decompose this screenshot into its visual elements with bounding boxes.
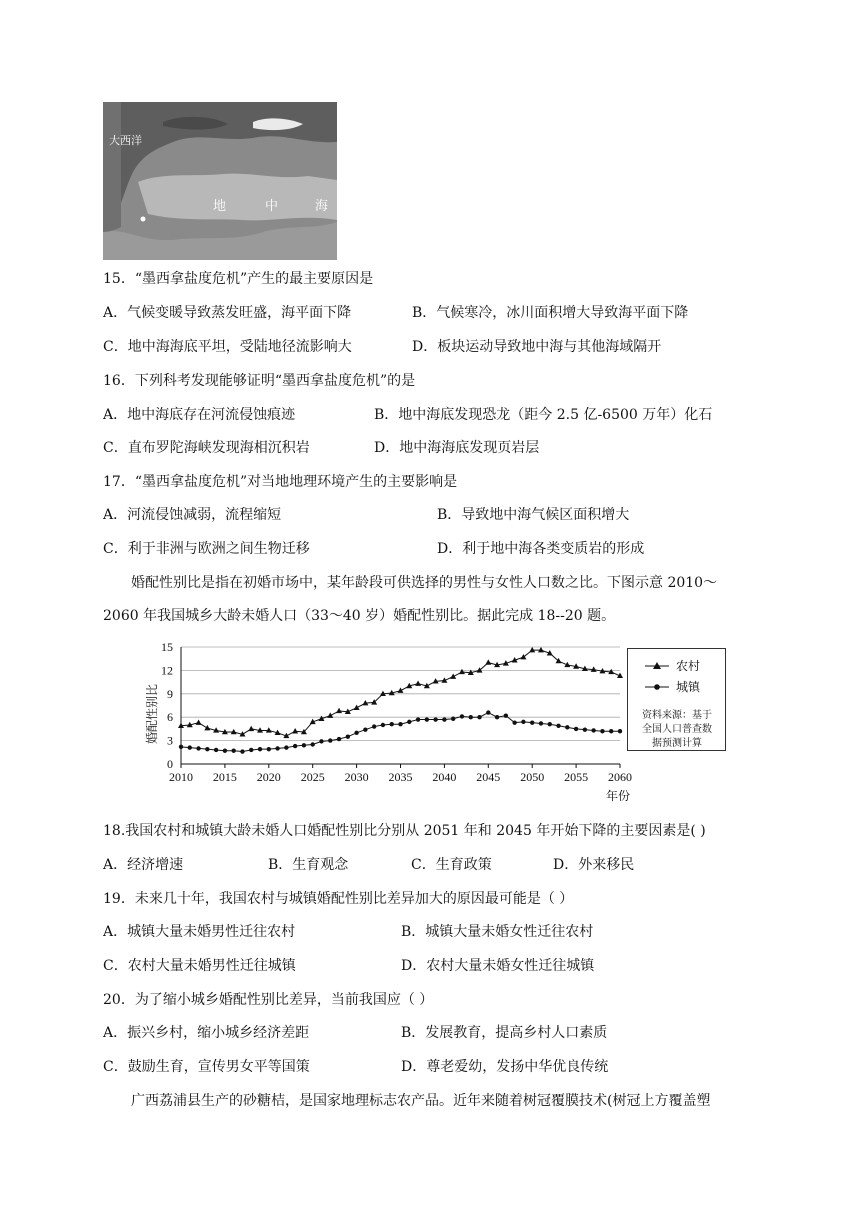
data-point-城镇	[495, 715, 499, 719]
q17-stem: 17．“墨西拿盐度危机”对当地地理环境产生的主要影响是	[103, 474, 458, 490]
data-point-城镇	[249, 748, 253, 752]
chart-ticks	[161, 640, 632, 784]
data-point-城镇	[196, 746, 200, 750]
q16-option-c: C．直布罗陀海峡发现海相沉积岩	[103, 440, 310, 456]
data-point-城镇	[583, 727, 587, 731]
q20-option-b: B．发展教育，提高乡村人口素质	[401, 1025, 608, 1041]
x-tick-label: 2035	[388, 770, 413, 784]
data-point-城镇	[240, 749, 244, 753]
data-point-城镇	[460, 714, 464, 718]
legend-marker-urban	[654, 684, 660, 690]
map-label-hai: 海	[315, 199, 329, 214]
data-point-城镇	[521, 720, 525, 724]
mediterranean-map	[103, 102, 337, 260]
data-point-农村	[415, 680, 421, 685]
data-point-城镇	[609, 729, 613, 733]
data-point-城镇	[390, 722, 394, 726]
data-point-农村	[520, 654, 526, 659]
q19-stem: 19．未来几十年，我国农村与城镇婚配性别比差异加大的原因最可能是（ ）	[103, 891, 574, 907]
data-point-城镇	[275, 746, 279, 750]
chart-axes	[181, 647, 620, 768]
q18-option-c: C．生育政策	[411, 857, 492, 873]
map-label-di: 地	[213, 199, 227, 214]
q16-option-b: B．地中海底发现恐龙（距今 2.5 亿-6500 万年）化石	[374, 407, 713, 423]
data-point-城镇	[486, 710, 490, 714]
data-point-农村	[327, 712, 333, 717]
data-point-农村	[196, 719, 202, 724]
data-point-城镇	[451, 717, 455, 721]
data-point-农村	[485, 659, 491, 664]
data-point-城镇	[504, 713, 508, 717]
q19-option-b: B．城镇大量未婚女性迁往农村	[401, 924, 594, 940]
data-point-城镇	[354, 731, 358, 735]
data-point-城镇	[293, 744, 297, 748]
x-tick-label: 2025	[300, 770, 325, 784]
intro-line-2: 2060 年我国城乡大龄未婚人口（33～40 岁）婚配性别比。据此完成 18--20 题。	[103, 608, 616, 624]
q15-option-d: D．板块运动导致地中海与其他海域隔开	[412, 339, 662, 355]
data-point-城镇	[346, 735, 350, 739]
legend-label-urban: 城镇	[676, 680, 701, 694]
data-point-城镇	[565, 725, 569, 729]
data-point-农村	[398, 687, 404, 692]
q20-option-c: C．鼓励生育，宣传男女平等国策	[103, 1059, 310, 1075]
y-tick-label: 15	[161, 640, 173, 654]
data-point-城镇	[258, 747, 262, 751]
legend-note-2: 全国人口普查数	[642, 724, 712, 735]
data-point-城镇	[363, 727, 367, 731]
q20-stem: 20．为了缩小城乡婚配性别比差异，当前我国应（ ）	[103, 992, 434, 1008]
x-tick-label: 2050	[520, 770, 545, 784]
data-point-城镇	[574, 727, 578, 731]
data-point-城镇	[600, 729, 604, 733]
legend-label-rural: 农村	[676, 659, 701, 673]
q15-stem: 15．“墨西拿盐度危机”产生的最主要原因是	[103, 271, 374, 287]
data-point-城镇	[267, 747, 271, 751]
data-point-城镇	[372, 724, 376, 728]
y-tick-label: 3	[167, 733, 173, 748]
data-point-城镇	[398, 722, 402, 726]
q15-option-a: A．气候变暖导致蒸发旺盛，海平面下降	[103, 305, 352, 321]
data-point-城镇	[188, 745, 192, 749]
map-label-zhong: 中	[265, 199, 279, 214]
data-point-城镇	[284, 745, 288, 749]
data-point-农村	[336, 708, 342, 713]
chart-legend-box	[627, 648, 727, 752]
q18-stem: 18.我国农村和城镇大龄未婚人口婚配性别比分别从 2051 年和 2045 年开始下降的主要因素是( )	[103, 823, 706, 839]
chart-ylabel: 婚配性别比	[145, 683, 159, 745]
x-tick-label: 2015	[212, 770, 237, 784]
data-point-城镇	[556, 724, 560, 728]
data-point-城镇	[425, 717, 429, 721]
data-point-农村	[292, 728, 298, 733]
data-point-城镇	[530, 720, 534, 724]
q15-option-c: C．地中海海底平坦，受陆地径流影响大	[103, 339, 352, 355]
x-tick-label: 2010	[169, 770, 193, 784]
q18-option-d: D．外来移民	[553, 857, 635, 873]
q17-option-d: D．利于地中海各类变质岩的形成	[437, 541, 645, 557]
data-point-城镇	[407, 720, 411, 724]
data-point-城镇	[328, 738, 332, 742]
q18-option-a: A．经济增速	[103, 857, 184, 873]
data-point-城镇	[319, 739, 323, 743]
data-point-城镇	[381, 723, 385, 727]
data-point-农村	[459, 669, 465, 674]
y-tick-label: 12	[161, 663, 173, 678]
data-point-城镇	[416, 717, 420, 721]
data-point-农村	[248, 726, 254, 731]
data-point-城镇	[205, 747, 209, 751]
data-point-城镇	[469, 715, 473, 719]
q16-option-d: D．地中海海底发现页岩层	[374, 440, 540, 456]
x-tick-label: 2040	[432, 770, 457, 784]
q17-option-c: C．利于非洲与欧洲之间生物迁移	[103, 541, 310, 557]
legend-note-1: 资料来源：基于	[642, 710, 712, 721]
x-tick-label: 2060	[608, 770, 632, 784]
data-point-城镇	[591, 728, 595, 732]
data-point-城镇	[311, 742, 315, 746]
data-point-城镇	[539, 721, 543, 725]
data-point-城镇	[214, 748, 218, 752]
x-tick-label: 2030	[344, 770, 369, 784]
data-point-农村	[204, 725, 210, 730]
q20-option-d: D．尊老爱幼，发扬中华优良传统	[401, 1059, 609, 1075]
data-point-城镇	[512, 720, 516, 724]
marriage-sex-ratio-chart	[130, 632, 650, 807]
data-point-农村	[450, 673, 456, 678]
chart-series	[178, 647, 623, 754]
q17-option-b: B．导致地中海气候区面积增大	[437, 507, 630, 523]
x-tick-label: 2020	[256, 770, 281, 784]
chart-xlabel: 年份	[605, 789, 631, 803]
q19-option-c: C．农村大量未婚男性迁往城镇	[103, 958, 296, 974]
q20-option-a: A．振兴乡村，缩小城乡经济差距	[103, 1025, 310, 1041]
y-tick-label: 0	[167, 757, 173, 771]
data-point-城镇	[477, 715, 481, 719]
map-label-atlantic-1: 大西洋	[109, 134, 142, 147]
data-point-农村	[354, 705, 360, 710]
legend-note-3: 据预测计算	[652, 738, 702, 749]
data-point-城镇	[179, 745, 183, 749]
data-point-城镇	[442, 717, 446, 721]
data-point-城镇	[337, 737, 341, 741]
chart-grid	[181, 647, 620, 741]
data-point-城镇	[548, 722, 552, 726]
data-point-城镇	[302, 743, 306, 747]
next-paragraph: 广西荔浦县生产的砂糖桔，是国家地理标志农产品。近年来随着树冠覆膜技术(树冠上方覆盖塑	[131, 1093, 711, 1109]
data-point-农村	[529, 647, 535, 652]
q19-option-a: A．城镇大量未婚男性迁往农村	[103, 924, 296, 940]
data-point-城镇	[223, 749, 227, 753]
x-tick-label: 2045	[476, 770, 501, 784]
q19-option-d: D．农村大量未婚女性迁往城镇	[401, 958, 595, 974]
q18-option-b: B．生育观念	[268, 857, 349, 873]
q16-option-a: A．地中海底存在河流侵蚀痕迹	[103, 407, 296, 423]
intro-line-1: 婚配性别比是指在初婚市场中，某年龄段可供选择的男性与女性人口数之比。下图示意 2010～	[131, 575, 718, 591]
data-point-城镇	[618, 729, 622, 733]
data-point-城镇	[433, 717, 437, 721]
q16-stem: 16．下列科考发现能够证明“墨西拿盐度危机”的是	[103, 373, 416, 389]
x-tick-label: 2055	[564, 770, 589, 784]
q15-option-b: B．气候寒冷，冰川面积增大导致海平面下降	[412, 305, 689, 321]
data-point-农村	[538, 647, 544, 652]
data-point-城镇	[231, 749, 235, 753]
q17-option-a: A．河流侵蚀减弱，流程缩短	[103, 507, 282, 523]
y-tick-label: 9	[167, 686, 173, 701]
y-tick-label: 6	[167, 710, 173, 725]
